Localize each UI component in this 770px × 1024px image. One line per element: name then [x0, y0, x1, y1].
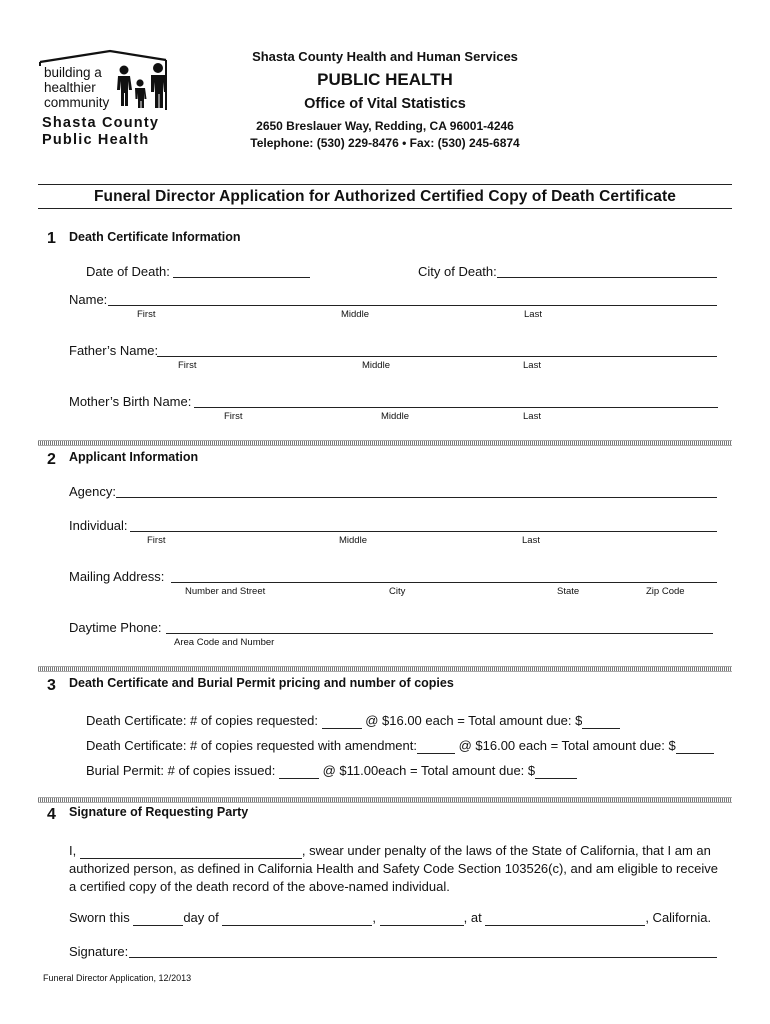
- zip-caption: Zip Code: [646, 586, 685, 597]
- individual-field[interactable]: [130, 517, 717, 532]
- father-middle-caption: Middle: [362, 360, 390, 371]
- signature-label: Signature:: [69, 944, 129, 959]
- form-title: Funeral Director Application for Authorized Certified Copy of Death Certificate: [93, 188, 677, 205]
- decedent-middle-caption: Middle: [341, 309, 369, 320]
- comma-label: ,: [372, 910, 376, 925]
- bp-total-field[interactable]: [535, 767, 577, 779]
- at-label: , at: [463, 910, 482, 925]
- father-first-caption: First: [178, 360, 197, 371]
- logo-tagline-2: healthier: [44, 80, 96, 95]
- agency-name: Shasta County Health and Human Services: [252, 49, 518, 64]
- mothers-birth-name-label: Mother’s Birth Name:: [69, 394, 192, 409]
- section-1-number: 1: [47, 230, 56, 247]
- mother-middle-caption: Middle: [381, 411, 409, 422]
- individual-label: Individual:: [69, 518, 128, 533]
- section-4-heading: Signature of Requesting Party: [69, 805, 249, 819]
- bp-copies-row: [86, 763, 577, 779]
- section-2-number: 2: [47, 451, 56, 468]
- fathers-name-label: Father’s Name:: [69, 343, 159, 358]
- bp-copies-field[interactable]: [279, 767, 319, 779]
- date-of-death-field[interactable]: [173, 263, 310, 278]
- decedent-first-caption: First: [137, 309, 156, 320]
- office-contact: Telephone: (530) 229-8476 • Fax: (530) 245-6874: [250, 136, 520, 150]
- dca-total-label: @ $16.00 each = Total amount due: $: [458, 738, 676, 753]
- letterhead: [215, 48, 555, 152]
- mother-first-caption: First: [224, 411, 243, 422]
- city-of-death-field[interactable]: [497, 263, 717, 278]
- mailing-address-field[interactable]: [171, 568, 717, 583]
- signature-field[interactable]: [129, 943, 717, 958]
- section-4-number: 4: [47, 806, 56, 823]
- daytime-phone-field[interactable]: [166, 619, 713, 634]
- state-caption: State: [557, 586, 580, 597]
- affidavit-swear-text: , swear under penalty of the laws of the State of California, that I am an: [301, 843, 711, 858]
- day-of-label: day of: [183, 910, 219, 925]
- dc-copies-label: Death Certificate: # of copies requested:: [86, 713, 318, 728]
- father-last-caption: Last: [523, 360, 541, 371]
- street-caption: Number and Street: [185, 586, 266, 597]
- mailing-address-label: Mailing Address:: [69, 569, 165, 584]
- section-3-heading: Death Certificate and Burial Permit pricing and number of copies: [69, 676, 454, 690]
- dca-copies-label: Death Certificate: # of copies requested with amendment:: [86, 738, 417, 753]
- section-divider-3: [38, 797, 732, 803]
- affidavit-line-3: a certified copy of the death record of the above-named individual.: [69, 879, 450, 894]
- dc-copies-row: [86, 713, 620, 729]
- city-caption: City: [389, 586, 406, 597]
- individual-last-caption: Last: [522, 535, 540, 546]
- affidavit-i-label: I,: [69, 843, 77, 858]
- sworn-row: [69, 910, 711, 926]
- dc-total-label: @ $16.00 each = Total amount due: $: [365, 713, 583, 728]
- sworn-place-field[interactable]: [485, 914, 645, 926]
- section-1-heading: Death Certificate Information: [69, 230, 241, 244]
- department-name: PUBLIC HEALTH: [317, 70, 453, 89]
- decedent-last-caption: Last: [524, 309, 542, 320]
- office-name: Office of Vital Statistics: [304, 96, 466, 112]
- form-footer: Funeral Director Application, 12/2013: [43, 973, 192, 983]
- section-divider-1: [38, 440, 732, 446]
- office-address: 2650 Breslauer Way, Redding, CA 96001-4246: [256, 119, 514, 133]
- dca-copies-field[interactable]: [417, 742, 455, 754]
- mothers-birth-name-field[interactable]: [194, 393, 718, 408]
- logo-tagline-3: community: [44, 95, 110, 110]
- area-code-caption: Area Code and Number: [174, 637, 275, 648]
- sworn-month-field[interactable]: [222, 914, 372, 926]
- title-rule-bottom: [38, 208, 732, 209]
- agency-field[interactable]: [116, 483, 717, 498]
- section-3-number: 3: [47, 677, 56, 694]
- title-rule-top: [38, 184, 732, 185]
- sworn-day-field[interactable]: [133, 914, 183, 926]
- mother-last-caption: Last: [523, 411, 541, 422]
- individual-middle-caption: Middle: [339, 535, 367, 546]
- dca-copies-row: [86, 738, 714, 754]
- section-2-heading: Applicant Information: [69, 450, 199, 464]
- logo-public-health: Public Health: [42, 132, 150, 148]
- daytime-phone-label: Daytime Phone:: [69, 620, 162, 635]
- city-of-death-label: City of Death:: [418, 264, 497, 279]
- dc-total-field[interactable]: [582, 717, 620, 729]
- logo: [38, 48, 178, 148]
- sworn-year-field[interactable]: [380, 914, 464, 926]
- affiant-name-field[interactable]: [80, 847, 302, 859]
- fathers-name-field[interactable]: [157, 342, 717, 357]
- sworn-this-label: Sworn this: [69, 910, 130, 925]
- decedent-name-label: Name:: [69, 292, 108, 307]
- affidavit-line-1: [69, 842, 711, 860]
- dca-total-field[interactable]: [676, 742, 714, 754]
- california-label: , California.: [645, 910, 712, 925]
- bp-copies-label: Burial Permit: # of copies issued:: [86, 763, 276, 778]
- individual-first-caption: First: [147, 535, 166, 546]
- date-of-death-label: Date of Death:: [86, 264, 170, 279]
- affidavit-line-2: authorized person, as defined in California Health and Safety Code Section 103526(c), and am eligible to receive: [69, 861, 718, 876]
- bp-total-label: @ $11.00each = Total amount due: $: [322, 763, 536, 778]
- agency-label: Agency:: [69, 484, 116, 499]
- logo-county-name: Shasta County: [42, 115, 160, 131]
- logo-tagline-1: building a: [44, 65, 102, 80]
- decedent-name-field[interactable]: [108, 291, 717, 306]
- section-divider-2: [38, 666, 732, 672]
- dc-copies-field[interactable]: [322, 717, 362, 729]
